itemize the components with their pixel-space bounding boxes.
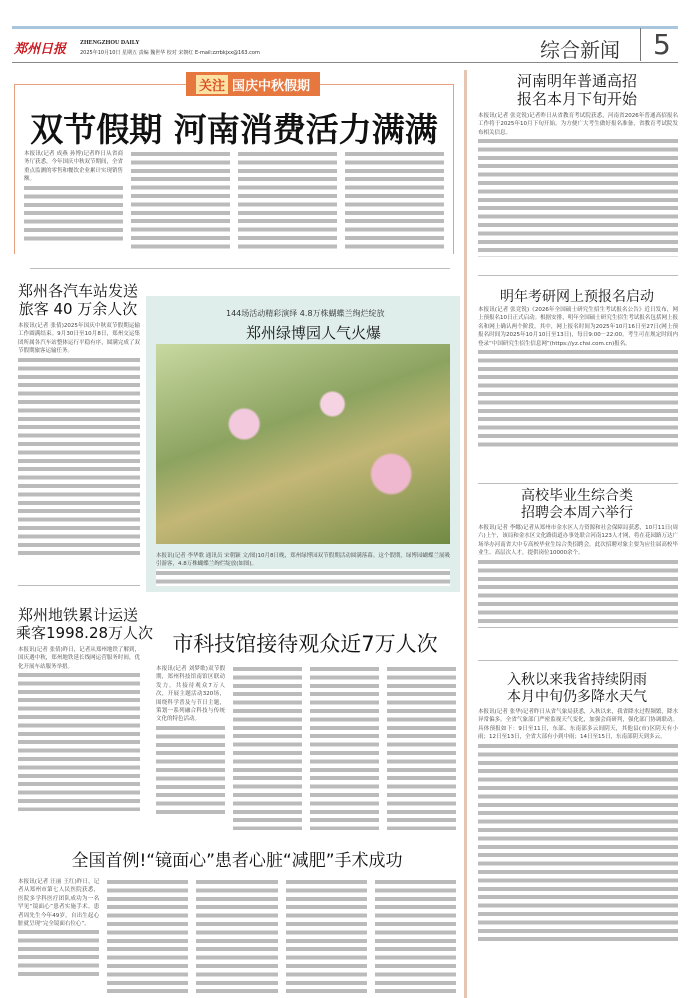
tag-key: 关注: [196, 75, 228, 94]
section-title: 综合新闻: [540, 38, 620, 62]
divider: [30, 268, 450, 269]
tag-label: 国庆中秋假期: [232, 78, 311, 94]
garden-photo: [156, 344, 450, 544]
divider: [478, 660, 678, 661]
masthead-en-name: ZHENGZHOU DAILY: [80, 40, 140, 46]
column-divider: [464, 70, 467, 998]
bus-headline: 郑州各汽车站发送 旅客 40 万余人次: [17, 282, 138, 318]
kaoyan-headline: 明年考研网上预报名启动: [500, 289, 654, 305]
science-body: 本报讯(记者 刘梦歌)双节假期，郑州科技馆南馆区联动发力，共接待观众7万人次，开展主题活动320场，围绕科学普及与节日主题，策划一系列融合科技与传统文化的特色活动。: [156, 665, 456, 830]
page-number: 5: [640, 28, 671, 61]
gaokao-body: 本报讯(记者 张竞锐)记者昨日从省教育考试院获悉，河南省2026年普通高招报名工作将于2025年10月下旬开始。为方便广大考生做好报名准备，省教育考试院发布相关信息。: [478, 112, 678, 257]
feature-headline: 双节假期 河南消费活力满满: [30, 110, 438, 149]
jobfair-headline: 高校毕业生综合类 招聘会本周六举行: [521, 488, 633, 521]
masthead-rule: [12, 62, 678, 63]
metro-body: 本报讯(记者 张倩)昨日，记者从郑州地铁了解到，国庆遇中秋，郑州地铁延长线网运营服务时间，优化开展车站服务举措。: [18, 646, 140, 811]
heart-body: 本报讯(记者 汪丽 王红)昨日，记者从郑州市第七人民医院获悉，医院多学科医疗团队成功为一名罕见“镜面心”患者实施手术。患者周先生今年49岁，自出生起心脏就呈现“完全镜面右位心”。: [18, 878, 456, 994]
feature-lead: 本报讯(记者 成燕 孙博)记者昨日从省商务厅获悉，今年国庆中秋双节期间，全省重点监测的零售和餐饮企业累计实现销售额。: [24, 151, 124, 183]
topic-tag: [186, 72, 320, 96]
garden-kicker: 144场活动精彩演绎 4.8万株蝴蝶兰绚烂绽放: [226, 309, 385, 318]
masthead-logo: 郑州日报: [14, 42, 67, 57]
bus-body: 本报讯(记者 张倩)2025年国庆中秋双节假期运输工作圆满结束。9月30日至10月8日，郑州交运集团所属各汽车站整体运行平稳有序，圆满完成了双节假期旅客运输任务。: [18, 322, 140, 556]
garden-body: [156, 552, 450, 586]
divider: [478, 275, 678, 276]
top-rule: [12, 26, 678, 29]
garden-lead: 本报讯(记者 李华歌 通讯员 宋朝颖 文/图)10月8日晚，郑州绿博园双节假期活动圆满落幕。这个假期，绿博园蝴蝶兰展吸引游客，4.8万株蝴蝶兰绚烂绽放(如图)。: [156, 553, 450, 568]
masthead-info: 2025年10月10日 星期五 责编 魏世华 校对 宋朝红 E-mail:zzrbkjxx@163.com: [80, 50, 260, 56]
weather-headline: 入秋以来我省持续阴雨 本月中旬仍多降水天气: [507, 672, 647, 705]
garden-headline: 郑州绿博园人气火爆: [246, 324, 382, 342]
kaoyan-body: 本报讯(记者 张竞锐)《2026年全国硕士研究生招生考试报名公告》近日发布，网上预报名10日正式启动。根据安排，明年全国硕士研究生招生考试报名包括网上报名和网上确认两个阶段。其中，网上报名时间为2025年10月16日至27日(网上预报名时间为2025年10月10日至13日)，每日9:00－22:00。考生可在规定时间内登录“中国研究生招生信息网”(https://yz.chsi.com.cn)报名。: [478, 306, 678, 448]
metro-headline: 郑州地铁累计运送 乘客1998.28万人次: [16, 606, 154, 642]
divider: [478, 483, 678, 484]
feature-body: [24, 150, 444, 250]
heart-headline: 全国首例!“镜面心”患者心脏“减肥”手术成功: [71, 851, 403, 871]
gaokao-headline: 河南明年普通高招 报名本月下旬开始: [516, 72, 637, 108]
divider: [18, 585, 140, 586]
jobfair-body: 本报讯(记者 李娜)记者从郑州市金水区人力资源和社会保障局获悉，10月11日(周六)上午，该局和金水区文化路街道办事处联合河南123人才网，将在花园路万达广场举办河南省大中专高校毕业生综合类招聘会。此次招聘对象主要为应往届高校毕业生、高层次人才，提供岗位10000余个。: [478, 524, 678, 628]
science-headline: 市科技馆接待观众近7万人次: [172, 632, 438, 656]
weather-body: 本报讯(记者 张华)记者昨日从省气象局获悉，入秋以来，我省降水过程频繁，降水异常偏多。全省气象部门严密监视天气变化，加强会商研判，强化部门协调联动。具体预报如下：9日至11日，东部、东南部多云间阴天，其他县(市)区阴天有小雨；12日至13日，全省大部有小到中雨；14日至15日，东南部阴天到多云。: [478, 708, 678, 942]
